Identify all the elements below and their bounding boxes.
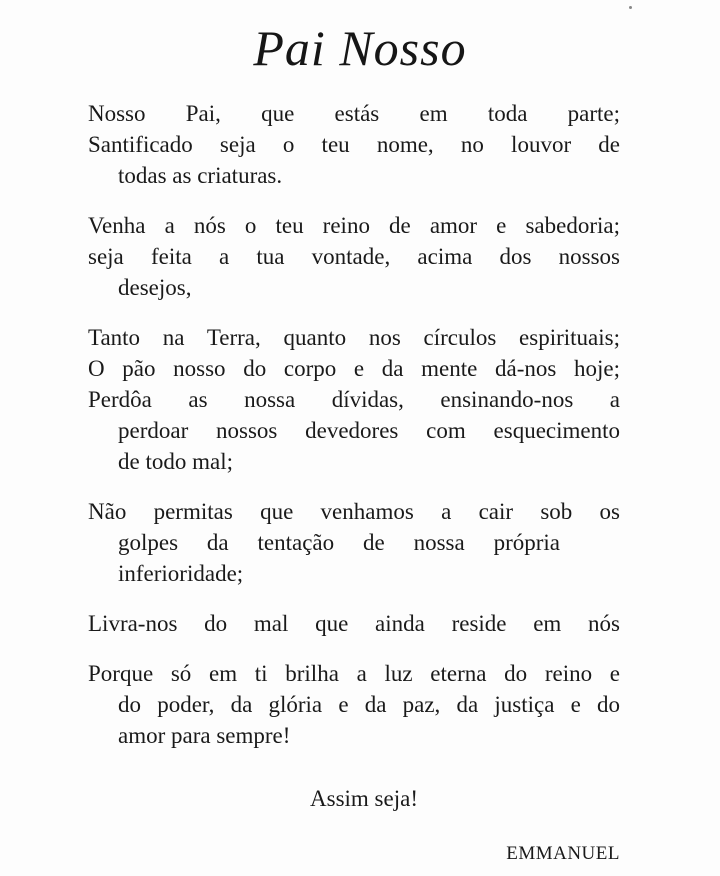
page-title: Pai Nosso [253, 20, 467, 76]
paragraph-4 [88, 496, 620, 589]
text-line: desejos, [118, 275, 192, 300]
text-line: todas as criaturas. [118, 163, 283, 188]
text-line: Venha a nós o teu reino de amor e sabedoria; [88, 213, 620, 238]
text-line: Nosso Pai, que estás em toda parte; [88, 101, 620, 126]
text-line: Perdôa as nossa dívidas, ensinando-nos a [88, 387, 620, 412]
text-line: Livra-nos do mal que ainda reside em nós [88, 611, 620, 636]
closing-line: Assim seja! [310, 786, 418, 811]
text-line: Não permitas que venhamos a cair sob os [88, 499, 620, 524]
author-signature: EMMANUEL [506, 843, 620, 864]
text-line: inferioridade; [118, 561, 244, 586]
text-line: seja feita a tua vontade, acima dos nossos [88, 244, 620, 269]
paragraph-1 [88, 98, 620, 191]
paragraph-5 [88, 608, 620, 639]
text-line: de todo mal; [118, 449, 233, 474]
text-line: O pão nosso do corpo e da mente dá-nos hoje; [88, 356, 620, 381]
text-line: Santificado seja o teu nome, no louvor de [88, 132, 620, 157]
prayer-body [88, 98, 620, 751]
text-line: Tanto na Terra, quanto nos círculos espirituais; [88, 325, 620, 350]
scan-speck [629, 6, 632, 9]
paragraph-3 [88, 322, 620, 477]
paragraph-6 [88, 658, 620, 751]
text-line: perdoar nossos devedores com esquecimento [118, 418, 620, 443]
paragraph-2 [88, 210, 620, 303]
text-line: golpes da tentação de nossa própria [118, 530, 560, 555]
text-line: do poder, da glória e da paz, da justiça e do [118, 692, 620, 717]
text-line: Porque só em ti brilha a luz eterna do reino e [88, 661, 620, 686]
text-line: amor para sempre! [118, 723, 291, 748]
